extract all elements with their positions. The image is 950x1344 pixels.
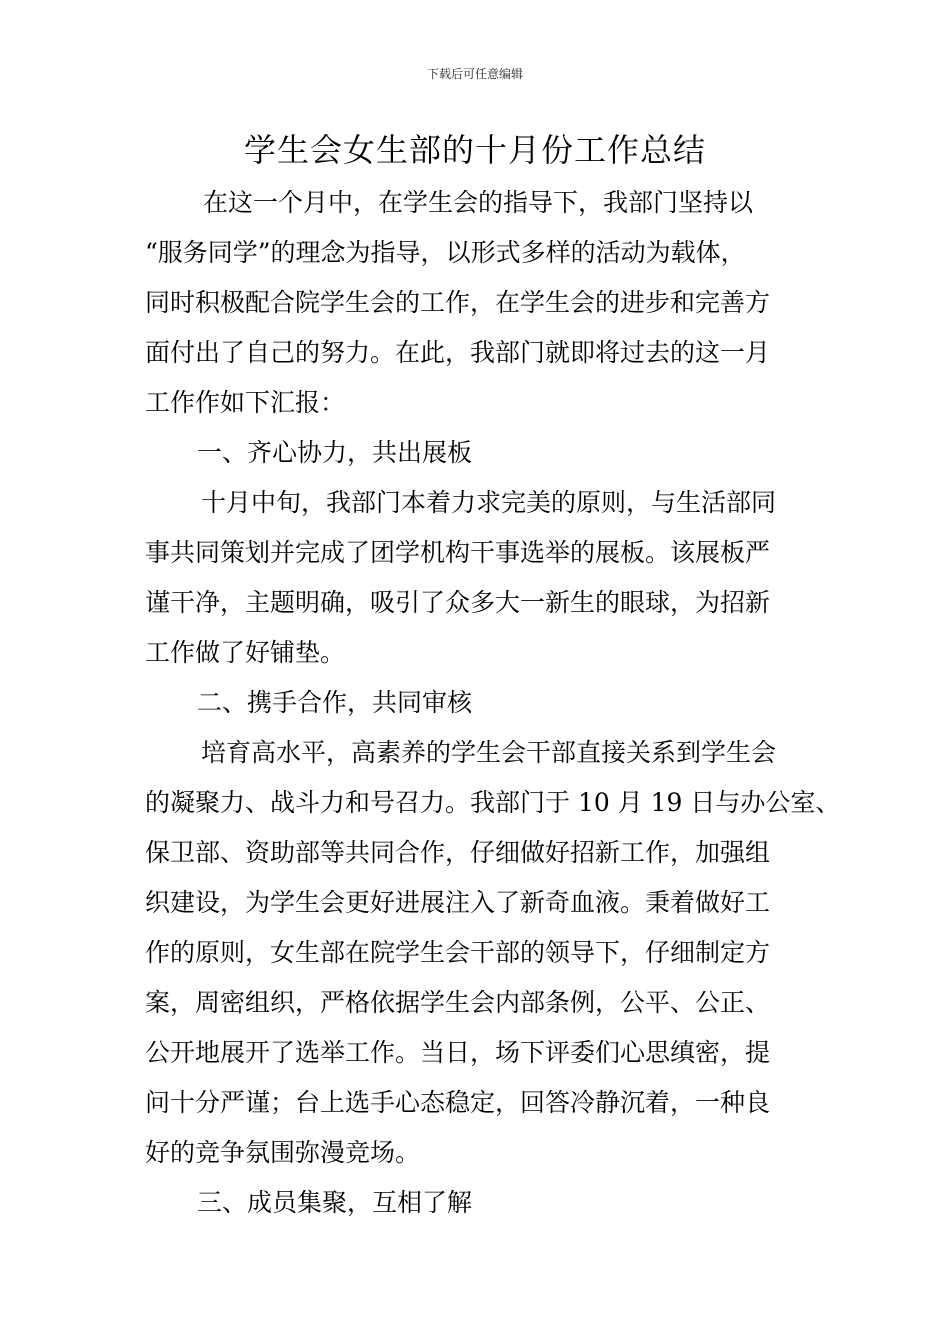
text-line: 工作做了好铺垫。 <box>145 638 346 667</box>
paragraph-section-1 <box>145 478 835 678</box>
text-line: 保卫部、资助部等共同合作，仔细做好招新工作，加强组 <box>145 838 771 867</box>
paragraph-intro <box>145 178 835 428</box>
text-line: 在这一个月中，在学生会的指导下，我部门坚持以 <box>203 188 754 217</box>
section-heading: 一、齐心协力，共出展板 <box>197 438 473 467</box>
text-line: 好的竞争氛围弥漫竞场。 <box>145 1138 421 1167</box>
header-note: 下载后可任意编辑 <box>426 67 523 81</box>
text-line: “服务同学”的理念为指导，以形式多样的活动为载体， <box>145 238 746 267</box>
text-line: 织建设，为学生会更好进展注入了新奇血液。秉着做好工 <box>145 888 771 917</box>
text-line: 工作作如下汇报： <box>145 388 346 417</box>
text-line: 的凝聚力、战斗力和号召力。我部门于 10 月 19 日与办公室、 <box>145 788 841 817</box>
section-heading-2 <box>145 678 835 728</box>
text-line: 公开地展开了选举工作。当日，场下评委们心思缜密，提 <box>145 1038 771 1067</box>
text-line: 培育高水平，高素养的学生会干部直接关系到学生会 <box>201 738 777 767</box>
text-line: 面付出了自己的努力。在此，我部门就即将过去的这一月 <box>145 338 771 367</box>
section-heading-3 <box>145 1178 835 1228</box>
document-title: 学生会女生部的十月份工作总结 <box>243 131 706 169</box>
text-line: 谨干净，主题明确，吸引了众多大一新生的眼球，为招新 <box>145 588 771 617</box>
document-body <box>145 178 841 1228</box>
paragraph-section-2 <box>145 728 841 1178</box>
text-line: 同时积极配合院学生会的工作，在学生会的进步和完善方 <box>145 288 771 317</box>
text-line: 案，周密组织，严格依据学生会内部条例，公平、公正、 <box>145 988 771 1017</box>
text-line: 问十分严谨；台上选手心态稳定，回答冷静沉着，一种良 <box>145 1088 771 1117</box>
text-line: 事共同策划并完成了团学机构干事选举的展板。该展板严 <box>145 538 771 567</box>
section-heading: 三、成员集聚，互相了解 <box>197 1188 473 1217</box>
section-heading: 二、携手合作，共同审核 <box>197 688 473 717</box>
section-heading-1 <box>145 428 835 478</box>
text-line: 作的原则，女生部在院学生会干部的领导下，仔细制定方 <box>145 938 771 967</box>
text-line: 十月中旬，我部门本着力求完美的原则，与生活部同 <box>201 488 777 517</box>
